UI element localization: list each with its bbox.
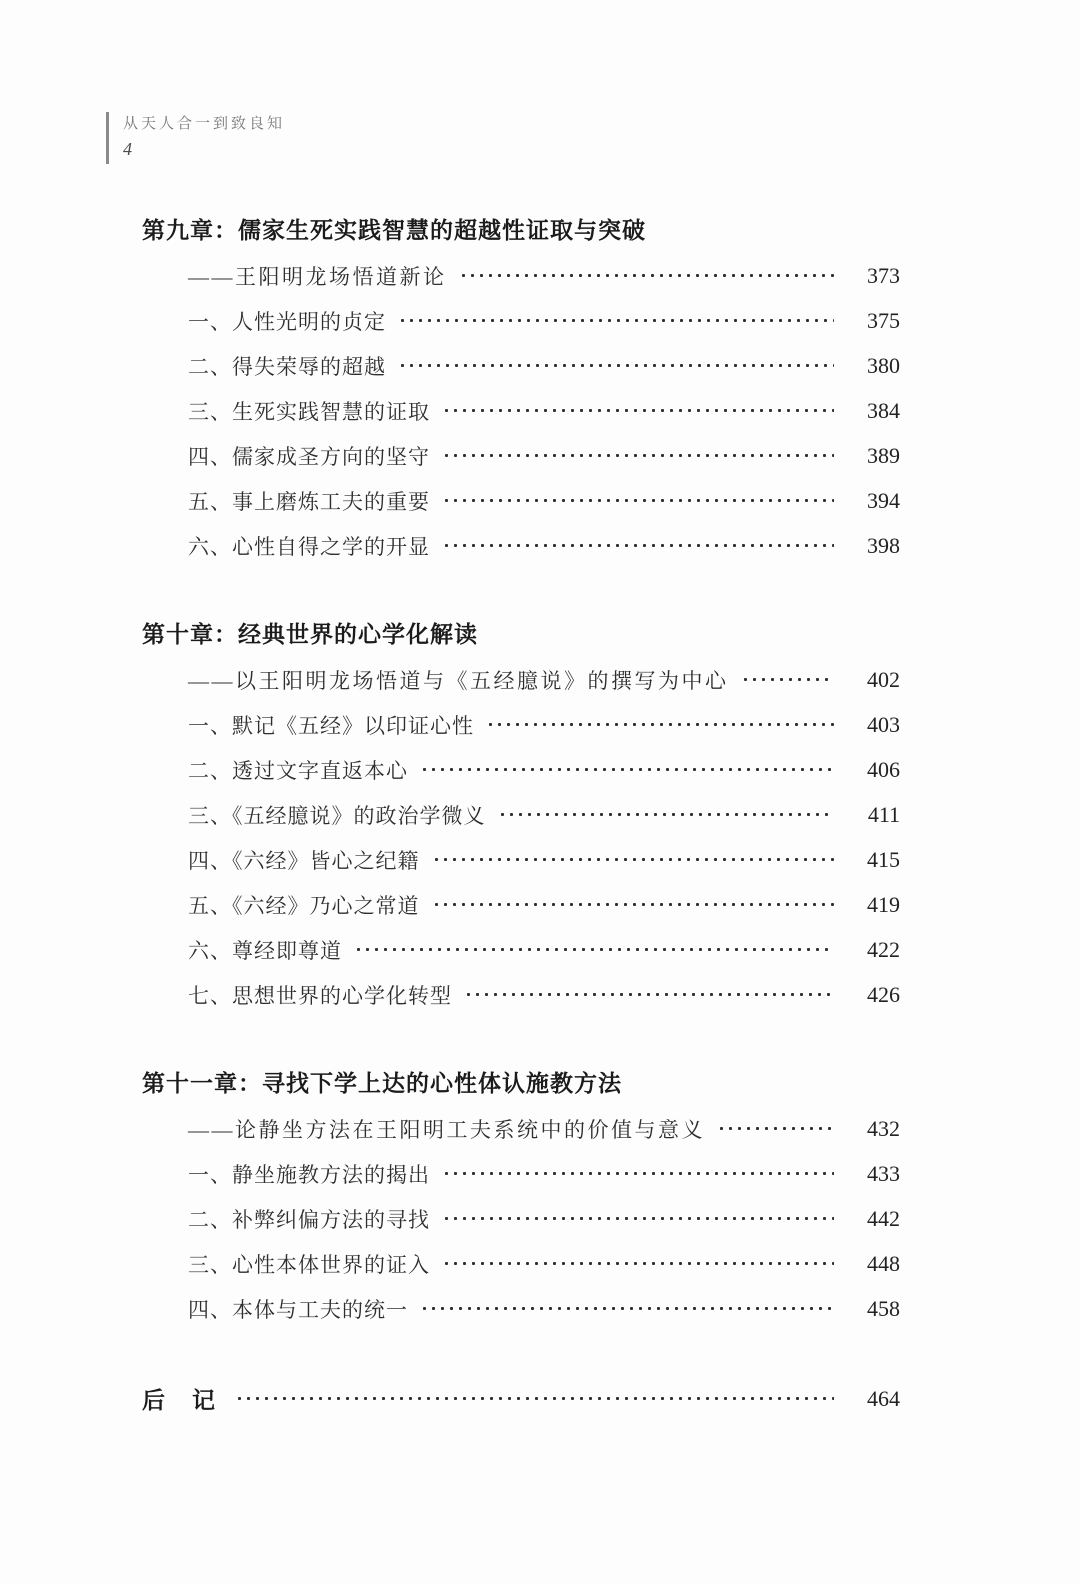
- chapter-title: 第十章：经典世界的心学化解读: [142, 621, 478, 647]
- toc-entry-page: 389: [867, 442, 900, 468]
- toc-entry-page: 432: [867, 1115, 900, 1141]
- toc-entry: [142, 792, 900, 837]
- dot-leader: [432, 837, 835, 882]
- dot-leader: [498, 792, 835, 837]
- toc-entry-title: 五、事上磨炼工夫的重要: [188, 489, 430, 514]
- toc-entry-title: 二、透过文字直返本心: [188, 758, 408, 783]
- toc: [142, 207, 900, 1421]
- toc-entry-title: 三、《五经臆说》的政治学微义: [188, 803, 486, 828]
- running-head: [106, 112, 285, 164]
- toc-entry-title: 一、人性光明的贞定: [188, 309, 386, 334]
- running-head-book-title: 从天人合一到致良知: [123, 115, 286, 132]
- toc-entry: [142, 1151, 900, 1196]
- toc-entry-page: 402: [867, 666, 900, 692]
- toc-entry-page: 373: [867, 262, 900, 288]
- dot-leader: [442, 1196, 834, 1241]
- toc-entry: [142, 433, 900, 478]
- chapter-title: 第九章：儒家生死实践智慧的超越性证取与突破: [142, 217, 646, 243]
- toc-entry-page: 448: [867, 1250, 900, 1276]
- toc-entry: [142, 523, 900, 568]
- toc-entry: [142, 1286, 900, 1331]
- toc-entry-page: 419: [867, 891, 900, 917]
- toc-entry-title: 四、本体与工夫的统一: [188, 1297, 408, 1322]
- toc-entry-title: ——论静坐方法在王阳明工夫系统中的价值与意义: [188, 1117, 705, 1142]
- toc-entry-title: ——以王阳明龙场悟道与《五经臆说》的撰写为中心: [188, 668, 729, 693]
- toc-entry-page: 464: [867, 1385, 900, 1411]
- toc-entry-page: 394: [867, 487, 900, 513]
- toc-entry: [142, 1241, 900, 1286]
- toc-entry-title: 二、得失荣辱的超越: [188, 354, 386, 379]
- dot-leader: [741, 657, 835, 702]
- toc-entry-title: 六、心性自得之学的开显: [188, 534, 430, 559]
- toc-entry-page: 426: [867, 981, 900, 1007]
- toc-entry-page: 403: [867, 711, 900, 737]
- dot-leader: [442, 1241, 834, 1286]
- toc-entry: [142, 298, 900, 343]
- toc-entry: [142, 657, 900, 702]
- dot-leader: [398, 298, 834, 343]
- toc-entry-title: 四、儒家成圣方向的坚守: [188, 444, 430, 469]
- dot-leader: [717, 1106, 834, 1151]
- toc-entry: [142, 343, 900, 388]
- toc-entry-page: 398: [867, 532, 900, 558]
- chapter-entries: [142, 253, 900, 568]
- toc-entry: [142, 837, 900, 882]
- toc-entry-title: 六、尊经即尊道: [188, 938, 342, 963]
- dot-leader: [442, 388, 834, 433]
- toc-entry-page: 380: [867, 352, 900, 378]
- running-head-text: [123, 112, 285, 164]
- toc-entry-page: 433: [867, 1160, 900, 1186]
- dot-leader: [432, 882, 835, 927]
- toc-entry-title: 一、静坐施教方法的揭出: [188, 1162, 430, 1187]
- chapter-title: 第十一章：寻找下学上达的心性体认施教方法: [142, 1070, 622, 1096]
- running-head-rule: [106, 112, 109, 164]
- toc-entry: [142, 882, 900, 927]
- chapter-entries: [142, 1106, 900, 1331]
- dot-leader: [420, 747, 834, 792]
- toc-entry: [142, 972, 900, 1017]
- toc-entry-page: 458: [867, 1295, 900, 1321]
- dot-leader: [420, 1286, 834, 1331]
- toc-entry-page: 406: [867, 756, 900, 782]
- toc-entry-title: 三、生死实践智慧的证取: [188, 399, 430, 424]
- dot-leader: [486, 702, 834, 747]
- toc-entry: [142, 1196, 900, 1241]
- backmatter-entry: [142, 1376, 900, 1421]
- toc-entry-title: 后 记: [142, 1387, 217, 1413]
- toc-section: [142, 1060, 900, 1331]
- toc-entry-title: 七、思想世界的心学化转型: [188, 983, 452, 1008]
- dot-leader: [354, 927, 834, 972]
- dot-leader: [464, 972, 834, 1017]
- toc-entry-title: 一、默记《五经》以印证心性: [188, 713, 474, 738]
- toc-entry: [142, 702, 900, 747]
- dot-leader: [235, 1376, 834, 1421]
- dot-leader: [442, 478, 834, 523]
- dot-leader: [442, 433, 834, 478]
- toc-entry-title: 五、《六经》乃心之常道: [188, 893, 420, 918]
- dot-leader: [442, 1151, 834, 1196]
- running-head-page-number: 4: [123, 139, 132, 159]
- toc-entry: [142, 1106, 900, 1151]
- toc-entry-page: 422: [867, 936, 900, 962]
- toc-entry-page: 442: [867, 1205, 900, 1231]
- dot-leader: [442, 523, 834, 568]
- toc-section: [142, 611, 900, 1017]
- toc-entry-page: 415: [867, 846, 900, 872]
- dot-leader: [459, 253, 835, 298]
- toc-entry-page: 375: [867, 307, 900, 333]
- toc-entry: [142, 388, 900, 433]
- toc-entry-page: 384: [867, 397, 900, 423]
- toc-entry-page: 411: [867, 801, 900, 827]
- toc-section: [142, 207, 900, 568]
- toc-entry-title: 二、补弊纠偏方法的寻找: [188, 1207, 430, 1232]
- toc-entry-title: 四、《六经》皆心之纪籍: [188, 848, 420, 873]
- toc-entry: [142, 747, 900, 792]
- toc-entry: [142, 253, 900, 298]
- toc-entry: [142, 478, 900, 523]
- toc-entry-title: ——王阳明龙场悟道新论: [188, 264, 447, 289]
- toc-entry-title: 三、心性本体世界的证入: [188, 1252, 430, 1277]
- chapter-entries: [142, 657, 900, 1017]
- toc-entry: [142, 927, 900, 972]
- dot-leader: [398, 343, 834, 388]
